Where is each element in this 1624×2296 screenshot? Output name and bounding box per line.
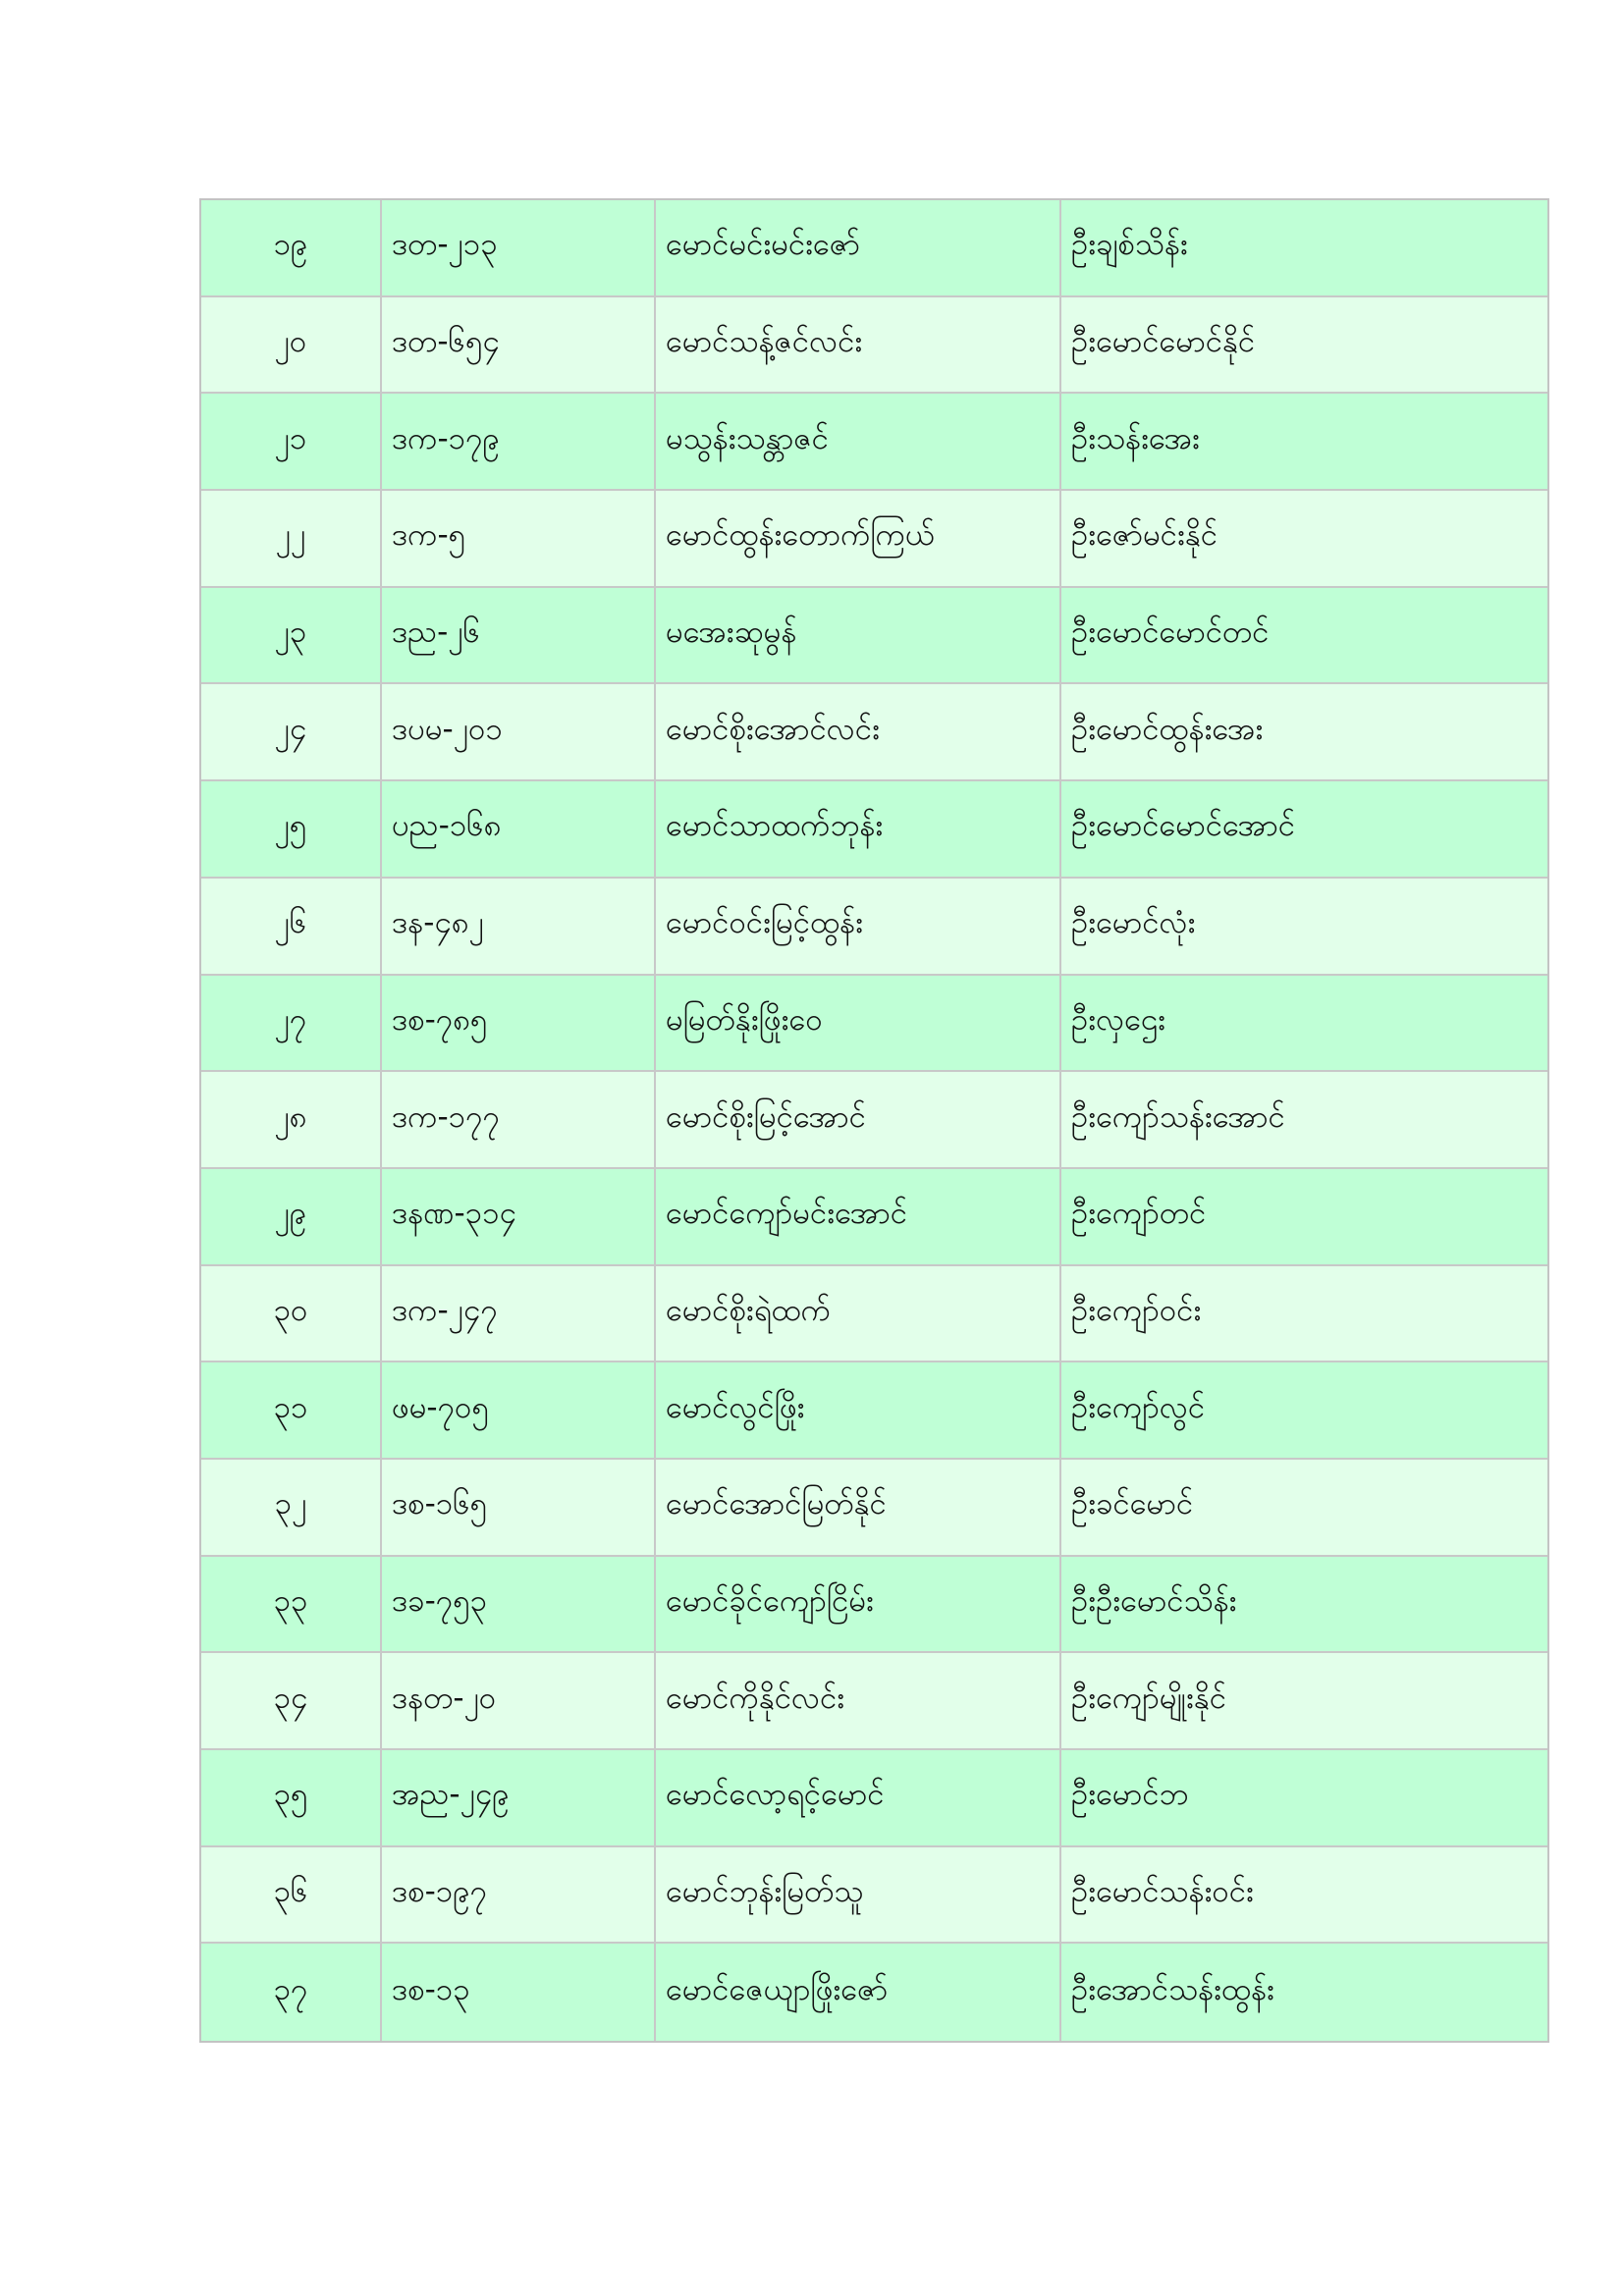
father-name-cell: ဦးလှဌေး (1071, 1001, 1166, 1038)
father-name-cell: ဦးဇော်မင်းနိုင် (1071, 517, 1218, 554)
row-number-cell: ၂၂ (201, 491, 382, 586)
row-number-cell: ၂၅ (201, 781, 382, 877)
row-number-cell: ၃၅ (201, 1750, 382, 1845)
roll-id-cell: ဒနဏ-၃၁၄ (382, 1169, 656, 1264)
father-name-cell: ဦးကျော်ဝင်း (1071, 1292, 1202, 1328)
table-row (201, 1750, 1547, 1847)
roll-id-cell: ဒည-၂၆ (382, 588, 656, 683)
roll-id-cell: ဒစ-၁၃ (382, 1944, 656, 2041)
roll-id-cell: ဒက-၂၄၇ (382, 1266, 656, 1362)
table-row (201, 1653, 1547, 1750)
table-row (201, 200, 1547, 297)
student-name-cell: မောင်သာထက်ဘုန်း (656, 781, 1061, 877)
roll-id-cell: ဒစ-၇၈၅ (382, 976, 656, 1071)
father-name-cell: ဦးကျော်လွင် (1071, 1389, 1206, 1425)
table-row (201, 1944, 1547, 2041)
student-name-cell: မောင်လော့ရင့်မောင် (656, 1750, 1061, 1845)
father-name-cell: ဦးအောင်သန်းထွန်း (1071, 1971, 1274, 2007)
roll-id-cell: ဒနတ-၂၀ (382, 1653, 656, 1748)
roll-id-cell: ဒစ-၁၆၅ (382, 1460, 656, 1555)
row-number-cell: ၁၉ (201, 200, 382, 295)
father-name-cell: ဦးကျော်မျိုးနိုင် (1071, 1680, 1227, 1716)
student-name-cell: မသွန်းသန္တာဇင် (656, 394, 1061, 489)
roll-id-cell: ဒစ-၁၉၇ (382, 1847, 656, 1943)
student-name-cell: မောင်ဇေယျာဖြိုးဇော် (656, 1944, 1061, 2041)
father-name-cell: ဦးမောင်မောင်အောင် (1071, 808, 1296, 844)
student-name-cell: မောင်စိုးအောင်လင်း (656, 684, 1061, 779)
roll-id-cell: ဒတ-၆၅၄ (382, 297, 656, 393)
father-name-cell: ဦးမောင်ဘ (1071, 1777, 1189, 1813)
table-row (201, 491, 1547, 588)
row-number-cell: ၂၄ (201, 684, 382, 779)
table-row (201, 1169, 1547, 1266)
table-row (201, 297, 1547, 395)
roll-id-cell: အည-၂၄၉ (382, 1750, 656, 1845)
table-row (201, 781, 1547, 879)
roll-id-cell: ဒတ-၂၁၃ (382, 200, 656, 295)
student-name-cell: မောင်ဝင်းမြင့်ထွန်း (656, 879, 1061, 974)
roll-id-cell: ဒက-၁၇၇ (382, 1072, 656, 1167)
student-name-cell: မောင်စိုးမြင့်အောင် (656, 1072, 1061, 1167)
father-name-cell: ဦးမောင်လုံး (1071, 905, 1196, 941)
roll-id-cell: ဒန-၄၈၂ (382, 879, 656, 974)
student-name-cell: မောင်စိုးရဲထက် (656, 1266, 1061, 1362)
father-name-cell: ဦးမောင်မောင်နိုင် (1071, 324, 1256, 360)
table-row (201, 1266, 1547, 1363)
row-number-cell: ၂၆ (201, 879, 382, 974)
table-row (201, 1362, 1547, 1460)
father-name-cell: ဦးကျော်တင် (1071, 1196, 1207, 1232)
father-name-cell: ဦးမောင်သန်းဝင်း (1071, 1874, 1254, 1910)
roll-id-cell: ဒက-၅ (382, 491, 656, 586)
roll-id-cell: ပည-၁၆၈ (382, 781, 656, 877)
row-number-cell: ၂၇ (201, 976, 382, 1071)
table-row (201, 976, 1547, 1073)
student-name-cell: မောင်လွင်ဖြိုး (656, 1362, 1061, 1458)
table-row (201, 1557, 1547, 1654)
row-number-cell: ၂၉ (201, 1169, 382, 1264)
row-number-cell: ၃၆ (201, 1847, 382, 1943)
row-number-cell: ၂၀ (201, 297, 382, 393)
father-name-cell: ဦးသန်းအေး (1071, 420, 1200, 456)
row-number-cell: ၃၂ (201, 1460, 382, 1555)
student-name-cell: မောင်မင်းမင်းဇော် (656, 200, 1061, 295)
table-row (201, 684, 1547, 781)
student-name-cell: မောင်ဘုန်းမြတ်သူ (656, 1847, 1061, 1943)
row-number-cell: ၃၀ (201, 1266, 382, 1362)
table-row (201, 879, 1547, 976)
table-row (201, 588, 1547, 685)
row-number-cell: ၂၈ (201, 1072, 382, 1167)
row-number-cell: ၂၁ (201, 394, 382, 489)
father-name-cell: ဦးဦးမောင်သိန်း (1071, 1582, 1237, 1619)
row-number-cell: ၃၁ (201, 1362, 382, 1458)
row-number-cell: ၃၇ (201, 1944, 382, 2041)
student-name-cell: မမြတ်နိုးဖြိုးဝေ (656, 976, 1061, 1071)
row-number-cell: ၃၄ (201, 1653, 382, 1748)
father-name-cell: ဦးကျော်သန်းအောင် (1071, 1098, 1285, 1135)
table-row (201, 1460, 1547, 1557)
table-row (201, 1072, 1547, 1169)
father-name-cell: ဦးချစ်သိန်း (1071, 227, 1188, 263)
father-name-cell: ဦးမောင်မောင်တင် (1071, 614, 1270, 651)
row-number-cell: ၃၃ (201, 1557, 382, 1652)
student-name-cell: မောင်ခိုင်ကျော်ငြိမ်း (656, 1557, 1061, 1652)
roll-id-cell: ဒက-၁၇၉ (382, 394, 656, 489)
student-name-cell: မအေးဆုမွန် (656, 588, 1061, 683)
student-name-cell: မောင်သန့်ဇင်လင်း (656, 297, 1061, 393)
row-number-cell: ၂၃ (201, 588, 382, 683)
student-table (199, 198, 1549, 2043)
student-name-cell: မောင်အောင်မြတ်နိုင် (656, 1460, 1061, 1555)
roll-id-cell: ဖမ-၇၀၅ (382, 1362, 656, 1458)
table-row (201, 1847, 1547, 1945)
roll-id-cell: ဒပမ-၂၀၁ (382, 684, 656, 779)
student-name-cell: မောင်ထွန်းတောက်ကြယ် (656, 491, 1061, 586)
father-name-cell: ဦးခင်မောင် (1071, 1486, 1194, 1522)
roll-id-cell: ဒခ-၇၅၃ (382, 1557, 656, 1652)
student-name-cell: မောင်ကျော်မင်းအောင် (656, 1169, 1061, 1264)
table-row (201, 394, 1547, 491)
father-name-cell: ဦးမောင်ထွန်းအေး (1071, 711, 1264, 747)
student-name-cell: မောင်ကိုနိုင်လင်း (656, 1653, 1061, 1748)
